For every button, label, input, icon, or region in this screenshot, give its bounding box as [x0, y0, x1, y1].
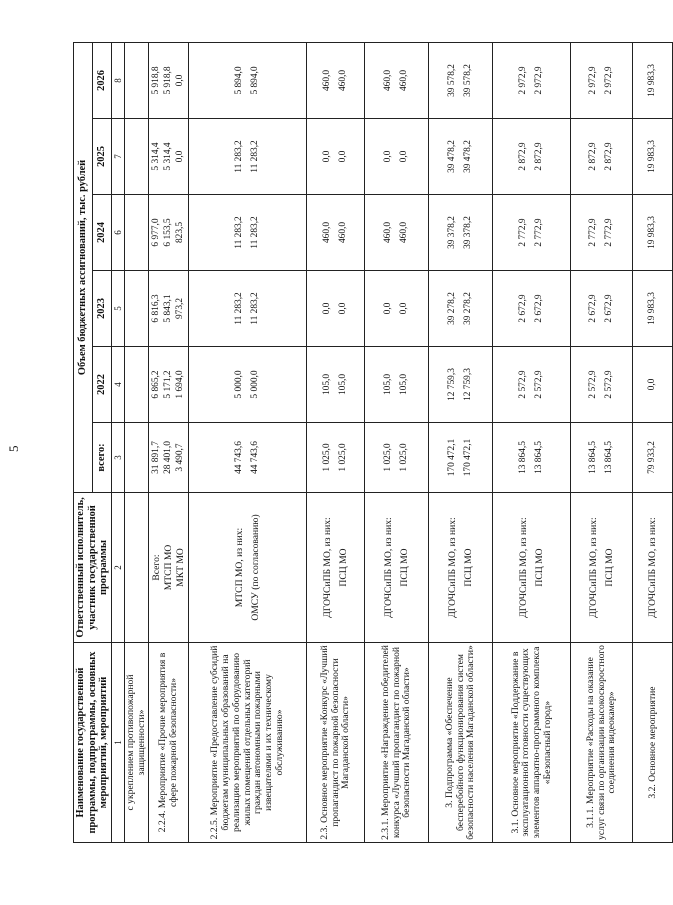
- cell-value: 1 025,0: [398, 443, 409, 472]
- cell-value: 460,0: [383, 221, 394, 244]
- cell-value: 11 283,2: [234, 216, 245, 249]
- cell-value: 460,0: [322, 221, 333, 244]
- row-year-value: [429, 42, 493, 118]
- column-index-row: [111, 42, 124, 842]
- header-funding: Объем бюджетных ассигнований, тыс. рублей: [74, 42, 93, 492]
- row-year-value: [149, 119, 189, 195]
- cell-value: 105,0: [337, 373, 348, 396]
- row-year-value: [633, 119, 673, 195]
- table-row: [125, 42, 149, 842]
- cell-value: 0,0: [383, 302, 394, 315]
- row-name: 3. Подпрограмма «Обеспечение бесперебойного функционирования систем безопасности населения Магаданской области»: [429, 643, 493, 843]
- row-year-value: [307, 195, 365, 271]
- cell-value: 5 171,2: [163, 370, 174, 399]
- cell-value: 460,0: [322, 69, 333, 92]
- row-name: 3.2. Основное мероприятие: [633, 643, 673, 843]
- cell-value: 2 872,9: [518, 142, 529, 171]
- cell-value: 105,0: [322, 373, 333, 396]
- row-year-value: [365, 195, 429, 271]
- row-year-value: [125, 347, 149, 423]
- cell-value: 0,0: [647, 378, 658, 391]
- cell-value: 0,0: [398, 302, 409, 315]
- executor-line: ПСЦ МО: [398, 548, 410, 587]
- cell-value: 39 478,2: [462, 140, 473, 173]
- cell-value: 11 283,2: [234, 292, 245, 325]
- executor-line: ПСЦ МО: [337, 548, 349, 587]
- table-row: [307, 42, 365, 842]
- cell-value: 6 153,5: [163, 218, 174, 247]
- cell-value: 1 694,0: [174, 370, 185, 399]
- cell-value: 6 816,3: [151, 294, 162, 323]
- cell-value: 460,0: [337, 221, 348, 244]
- row-year-value: [365, 42, 429, 118]
- header-name: Наименование государственной программы, подпрограммы, основных мероприятий, мероприятий: [74, 643, 112, 843]
- row-name: 3.1. Основное мероприятие «Поддержание в эксплуатационной готовности существующих элементов аппаратно-программного комплекса «Безопасный город»: [493, 643, 571, 843]
- cell-value: 5 000,0: [249, 370, 260, 399]
- column-index: 1: [111, 643, 124, 843]
- table-row: [493, 42, 571, 842]
- cell-value: 39 478,2: [447, 140, 458, 173]
- row-year-value: [493, 195, 571, 271]
- row-year-value: [493, 347, 571, 423]
- cell-value: 1 025,0: [322, 443, 333, 472]
- row-executor: [365, 493, 429, 643]
- row-name: 3.1.1. Мероприятие «Расходы на оказание услуг связи по организации высокоскоростного соединения видеокамер»: [571, 643, 633, 843]
- cell-value: 6 977,0: [151, 218, 162, 247]
- cell-value: 79 933,2: [647, 441, 658, 474]
- header-year: 2022: [92, 347, 111, 423]
- cell-value: 0,0: [322, 302, 333, 315]
- column-index: 2: [111, 493, 124, 643]
- page-number: 5: [6, 445, 21, 452]
- cell-value: 5 314,4: [151, 142, 162, 171]
- table-header: [74, 42, 125, 842]
- cell-value: 0,0: [398, 150, 409, 163]
- cell-value: 2 772,9: [533, 218, 544, 247]
- row-year-value: [429, 119, 493, 195]
- cell-value: 2 872,9: [588, 142, 599, 171]
- cell-value: 0,0: [174, 74, 185, 87]
- cell-value: 13 864,5: [603, 441, 614, 474]
- cell-value: 2 672,9: [533, 294, 544, 323]
- cell-value: 2 972,9: [588, 66, 599, 95]
- column-index: 5: [111, 271, 124, 347]
- budget-table-sheet: [73, 43, 658, 843]
- cell-value: 2 772,9: [518, 218, 529, 247]
- cell-value: 973,2: [174, 297, 185, 320]
- row-total-value: [633, 423, 673, 493]
- executor-line: МТСП МО, из них:: [233, 527, 245, 608]
- table-row: [633, 42, 673, 842]
- table-row: [149, 42, 189, 842]
- cell-value: 2 972,9: [518, 66, 529, 95]
- row-year-value: [149, 42, 189, 118]
- row-name: 2.2.5. Мероприятие «Предоставление субсидий бюджетам муниципальных образований на реализацию мероприятий по оборудованию жилых помещений отдельных категорий граждан автономными пожарными извещателями и их техническому обслуживанию»: [189, 643, 307, 843]
- cell-value: 3 490,7: [174, 443, 185, 472]
- row-executor: [633, 493, 673, 643]
- table-row: [571, 42, 633, 842]
- cell-value: 2 572,9: [518, 370, 529, 399]
- cell-value: 19 983,3: [647, 64, 658, 97]
- cell-value: 13 864,5: [518, 441, 529, 474]
- cell-value: 2 672,9: [518, 294, 529, 323]
- row-year-value: [429, 347, 493, 423]
- row-year-value: [365, 119, 429, 195]
- cell-value: 19 983,3: [647, 140, 658, 173]
- cell-value: 2 772,9: [588, 218, 599, 247]
- budget-table: [73, 42, 673, 843]
- row-year-value: [307, 119, 365, 195]
- row-year-value: [189, 119, 307, 195]
- cell-value: 460,0: [337, 69, 348, 92]
- row-year-value: [365, 271, 429, 347]
- row-year-value: [125, 42, 149, 118]
- column-index: 8: [111, 42, 124, 118]
- cell-value: 5 843,1: [163, 294, 174, 323]
- cell-value: 19 983,3: [647, 216, 658, 249]
- row-year-value: [125, 195, 149, 271]
- row-year-value: [571, 42, 633, 118]
- executor-line: Всего:: [150, 554, 162, 581]
- cell-value: 5 894,0: [234, 66, 245, 95]
- cell-value: 823,5: [174, 221, 185, 244]
- cell-value: 39 278,2: [462, 292, 473, 325]
- cell-value: 2 572,9: [533, 370, 544, 399]
- row-executor: [189, 493, 307, 643]
- cell-value: 2 572,9: [603, 370, 614, 399]
- row-executor: [125, 493, 149, 643]
- cell-value: 31 891,7: [151, 441, 162, 474]
- cell-value: 11 283,2: [234, 140, 245, 173]
- row-year-value: [429, 271, 493, 347]
- cell-value: 39 578,2: [462, 64, 473, 97]
- cell-value: 11 283,2: [249, 292, 260, 325]
- row-name: с укреплением противопожарной защищенности»: [125, 643, 149, 843]
- executor-line: МТСП МО: [162, 544, 174, 591]
- row-year-value: [493, 119, 571, 195]
- column-index: 7: [111, 119, 124, 195]
- cell-value: 44 743,6: [249, 441, 260, 474]
- executor-line: ПСЦ МО: [533, 548, 545, 587]
- executor-line: ДГОЧСиПБ МО, из них:: [587, 517, 599, 618]
- cell-value: 28 401,0: [163, 441, 174, 474]
- cell-value: 2 872,9: [533, 142, 544, 171]
- header-total: всего:: [92, 423, 111, 493]
- header-executor: Ответственный исполнитель, участник государственной программы: [74, 493, 112, 643]
- row-executor: [493, 493, 571, 643]
- row-total-value: [149, 423, 189, 493]
- table-row: [365, 42, 429, 842]
- header-year: 2024: [92, 195, 111, 271]
- cell-value: 2 772,9: [603, 218, 614, 247]
- executor-line: ДГОЧСиПБ МО, из них:: [382, 517, 394, 618]
- table-row: [429, 42, 493, 842]
- cell-value: 1 025,0: [383, 443, 394, 472]
- row-year-value: [307, 42, 365, 118]
- row-year-value: [189, 42, 307, 118]
- cell-value: 5 918,8: [163, 66, 174, 95]
- row-year-value: [365, 347, 429, 423]
- row-year-value: [633, 347, 673, 423]
- row-executor: [307, 493, 365, 643]
- row-year-value: [571, 347, 633, 423]
- cell-value: 5 314,4: [163, 142, 174, 171]
- row-executor: [571, 493, 633, 643]
- row-executor: [429, 493, 493, 643]
- row-total-value: [365, 423, 429, 493]
- row-year-value: [571, 271, 633, 347]
- row-year-value: [189, 271, 307, 347]
- cell-value: 5 000,0: [234, 370, 245, 399]
- cell-value: 39 578,2: [447, 64, 458, 97]
- cell-value: 5 894,0: [249, 66, 260, 95]
- cell-value: 2 572,9: [588, 370, 599, 399]
- cell-value: 0,0: [337, 150, 348, 163]
- row-name: 2.3.1. Мероприятие «Награждение победителей конкурса «Лучший пропагандист по пожарной безопасности Магаданской области»: [365, 643, 429, 843]
- cell-value: 2 672,9: [603, 294, 614, 323]
- row-year-value: [633, 271, 673, 347]
- row-total-value: [571, 423, 633, 493]
- row-year-value: [125, 119, 149, 195]
- cell-value: 2 872,9: [603, 142, 614, 171]
- cell-value: 44 743,6: [234, 441, 245, 474]
- executor-line: ДГОЧСиПБ МО, из них:: [321, 517, 333, 618]
- row-year-value: [189, 195, 307, 271]
- executor-line: МКТ МО: [174, 548, 186, 587]
- row-year-value: [125, 271, 149, 347]
- header-year: 2023: [92, 271, 111, 347]
- executor-line: ДГОЧСиПБ МО, из них:: [446, 517, 458, 618]
- row-executor: [149, 493, 189, 643]
- cell-value: 2 972,9: [533, 66, 544, 95]
- row-name: 2.3. Основное мероприятие «Конкурс «Лучший пропагандист по пожарной безопасности Магаданской области»: [307, 643, 365, 843]
- executor-line: ОМСУ (по согласованию): [249, 514, 261, 621]
- cell-value: 460,0: [398, 221, 409, 244]
- row-name: 2.2.4. Мероприятие «Прочие мероприятия в сфере пожарной безопасности»: [149, 643, 189, 843]
- cell-value: 170 472,1: [447, 438, 458, 477]
- row-year-value: [189, 347, 307, 423]
- row-year-value: [149, 195, 189, 271]
- cell-value: 12 759,3: [447, 368, 458, 401]
- header-year: 2025: [92, 119, 111, 195]
- row-total-value: [307, 423, 365, 493]
- row-year-value: [429, 195, 493, 271]
- cell-value: 170 472,1: [462, 438, 473, 477]
- row-total-value: [189, 423, 307, 493]
- column-index: 6: [111, 195, 124, 271]
- row-year-value: [307, 347, 365, 423]
- executor-line: ДГОЧСиПБ МО, из них:: [646, 517, 658, 618]
- row-year-value: [633, 42, 673, 118]
- cell-value: 460,0: [398, 69, 409, 92]
- cell-value: 11 283,2: [249, 216, 260, 249]
- cell-value: 0,0: [383, 150, 394, 163]
- cell-value: 5 918,8: [151, 66, 162, 95]
- executor-line: ПСЦ МО: [603, 548, 615, 587]
- cell-value: 105,0: [383, 373, 394, 396]
- row-year-value: [149, 347, 189, 423]
- cell-value: 2 972,9: [603, 66, 614, 95]
- row-year-value: [571, 195, 633, 271]
- table-body: [125, 42, 673, 842]
- row-total-value: [429, 423, 493, 493]
- column-index: 4: [111, 347, 124, 423]
- row-year-value: [149, 271, 189, 347]
- cell-value: 11 283,2: [249, 140, 260, 173]
- cell-value: 13 864,5: [533, 441, 544, 474]
- cell-value: 39 378,2: [462, 216, 473, 249]
- executor-line: ДГОЧСиПБ МО, из них:: [517, 517, 529, 618]
- column-index: 3: [111, 423, 124, 493]
- cell-value: 0,0: [337, 302, 348, 315]
- cell-value: 39 278,2: [447, 292, 458, 325]
- cell-value: 460,0: [383, 69, 394, 92]
- row-year-value: [571, 119, 633, 195]
- row-year-value: [307, 271, 365, 347]
- cell-value: 2 672,9: [588, 294, 599, 323]
- executor-line: ПСЦ МО: [462, 548, 474, 587]
- cell-value: 6 865,2: [151, 370, 162, 399]
- cell-value: 0,0: [174, 150, 185, 163]
- cell-value: 12 759,3: [462, 368, 473, 401]
- row-year-value: [493, 271, 571, 347]
- row-year-value: [493, 42, 571, 118]
- row-total-value: [493, 423, 571, 493]
- row-year-value: [633, 195, 673, 271]
- row-total-value: [125, 423, 149, 493]
- cell-value: 39 378,2: [447, 216, 458, 249]
- cell-value: 19 983,3: [647, 292, 658, 325]
- cell-value: 0,0: [322, 150, 333, 163]
- cell-value: 13 864,5: [588, 441, 599, 474]
- cell-value: 1 025,0: [337, 443, 348, 472]
- cell-value: 105,0: [398, 373, 409, 396]
- header-year: 2026: [92, 42, 111, 118]
- table-row: [189, 42, 307, 842]
